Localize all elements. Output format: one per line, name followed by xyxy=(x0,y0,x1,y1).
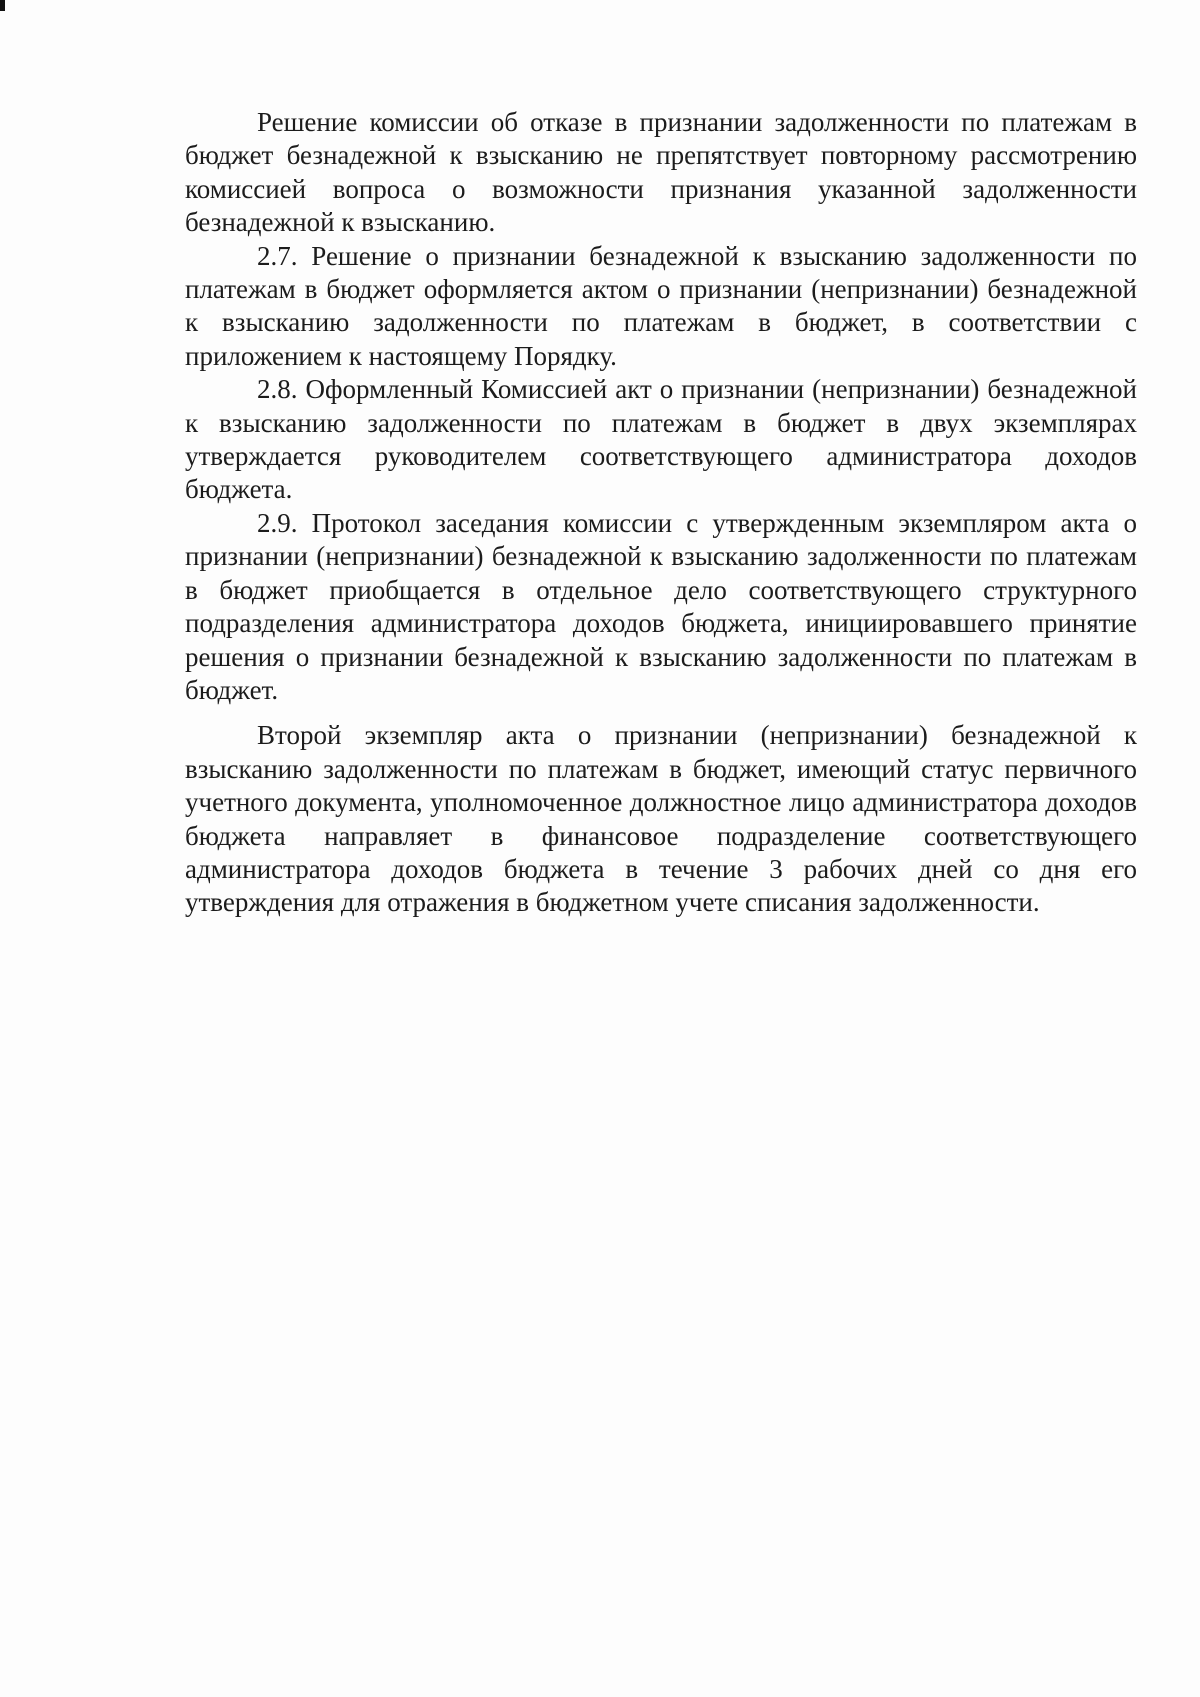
paragraph-2-8: 2.8. Оформленный Комиссией акт о признании (непризнании) безнадежной к взысканию задолженности по платежам в бюджет в двух экземплярах утверждается руководителем соответствующего администратора доходов бюджета. xyxy=(185,374,1137,505)
paragraph-refusal-decision: Решение комиссии об отказе в признании задолженности по платежам в бюджет безнадежной к взысканию не препятствует повторному рассмотрению комиссией вопроса о возможности признания указанной задолженности безнадежной к взысканию. xyxy=(185,107,1137,238)
document-body xyxy=(185,106,1137,920)
scan-corner-mark xyxy=(0,0,5,11)
paragraph-2-9: 2.9. Протокол заседания комиссии с утвержденным экземпляром акта о признании (непризнании) безнадежной к взысканию задолженности по платежам в бюджет приобщается в отдельное дело соответствующего структурного подразделения администратора доходов бюджета, инициировавшего принятие решения о признании безнадежной к взысканию задолженности по платежам в бюджет. xyxy=(185,507,1137,705)
paragraph-second-copy: Второй экземпляр акта о признании (непризнании) безнадежной к взысканию задолженности по платежам в бюджет, имеющий статус первичного учетного документа, уполномоченное должностное лицо администратора доходов бюджета направляет в финансовое подразделение соответствующего администратора доходов бюджета в течение 3 рабочих дней со дня его утверждения для отражения в бюджетном учете списания задолженности. xyxy=(185,720,1137,918)
paragraph-2-7: 2.7. Решение о признании безнадежной к взысканию задолженности по платежам в бюджет оформляется актом о признании (непризнании) безнадежной к взысканию задолженности по платежам в бюджет, в соответствии с приложением к настоящему Порядку. xyxy=(185,240,1137,371)
